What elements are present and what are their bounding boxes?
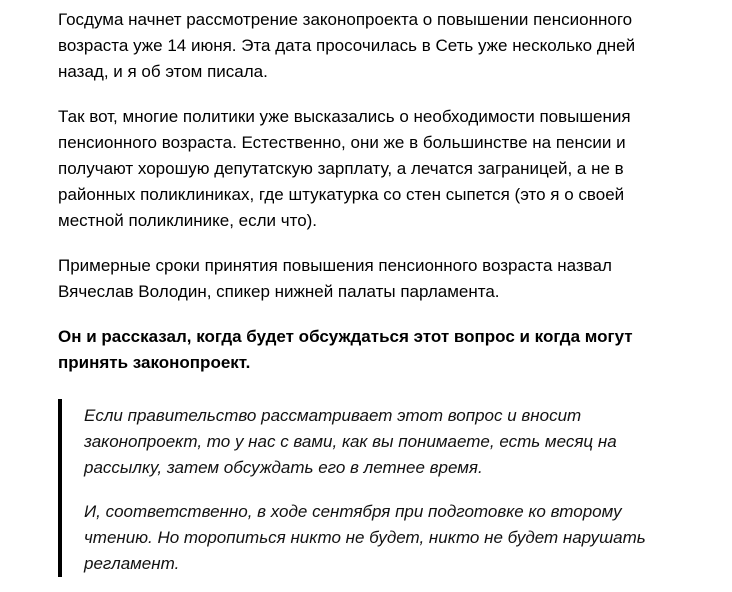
text-line: местной поликлинике, если что). — [58, 211, 318, 230]
text-line: Госдума начнет рассмотрение законопроекта о повышении пенсионного — [58, 10, 633, 29]
text-line: районных поликлиниках, где штукатурка со стен сыпется (это я о своей — [58, 185, 625, 204]
text-line: рассылку, затем обсуждать его в летнее время. — [84, 458, 483, 477]
blockquote — [58, 399, 674, 577]
text-line: Вячеслав Володин, спикер нижней палаты парламента. — [58, 282, 500, 301]
paragraph-intro — [58, 7, 674, 85]
paragraph-timeline — [58, 253, 674, 305]
text-line: регламент. — [84, 554, 180, 573]
text-line: чтению. Но торопиться никто не будет, никто не будет нарушать — [84, 528, 646, 547]
quote-paragraph-1 — [84, 403, 674, 481]
text-line: принять законопроект. — [58, 353, 251, 372]
quote-paragraph-2 — [84, 499, 674, 577]
text-line: Так вот, многие политики уже высказались о необходимости повышения — [58, 107, 631, 126]
text-line: пенсионного возраста. Естественно, они же в большинстве на пенсии и — [58, 133, 626, 152]
paragraph-politicians — [58, 104, 674, 234]
text-line: законопроект, то у нас с вами, как вы понимаете, есть месяц на — [84, 432, 617, 451]
text-line: Он и рассказал, когда будет обсуждаться этот вопрос и когда могут — [58, 327, 633, 346]
text-line: Если правительство рассматривает этот вопрос и вносит — [84, 406, 582, 425]
text-line: возраста уже 14 июня. Эта дата просочилась в Сеть уже несколько дней — [58, 36, 636, 55]
text-line: Примерные сроки принятия повышения пенсионного возраста назвал — [58, 256, 612, 275]
paragraph-bold-lead — [58, 324, 674, 376]
text-line: получают хорошую депутатскую зарплату, а лечатся заграницей, а не в — [58, 159, 624, 178]
text-line: И, соответственно, в ходе сентября при подготовке ко второму — [84, 502, 622, 521]
text-line: назад, и я об этом писала. — [58, 62, 268, 81]
